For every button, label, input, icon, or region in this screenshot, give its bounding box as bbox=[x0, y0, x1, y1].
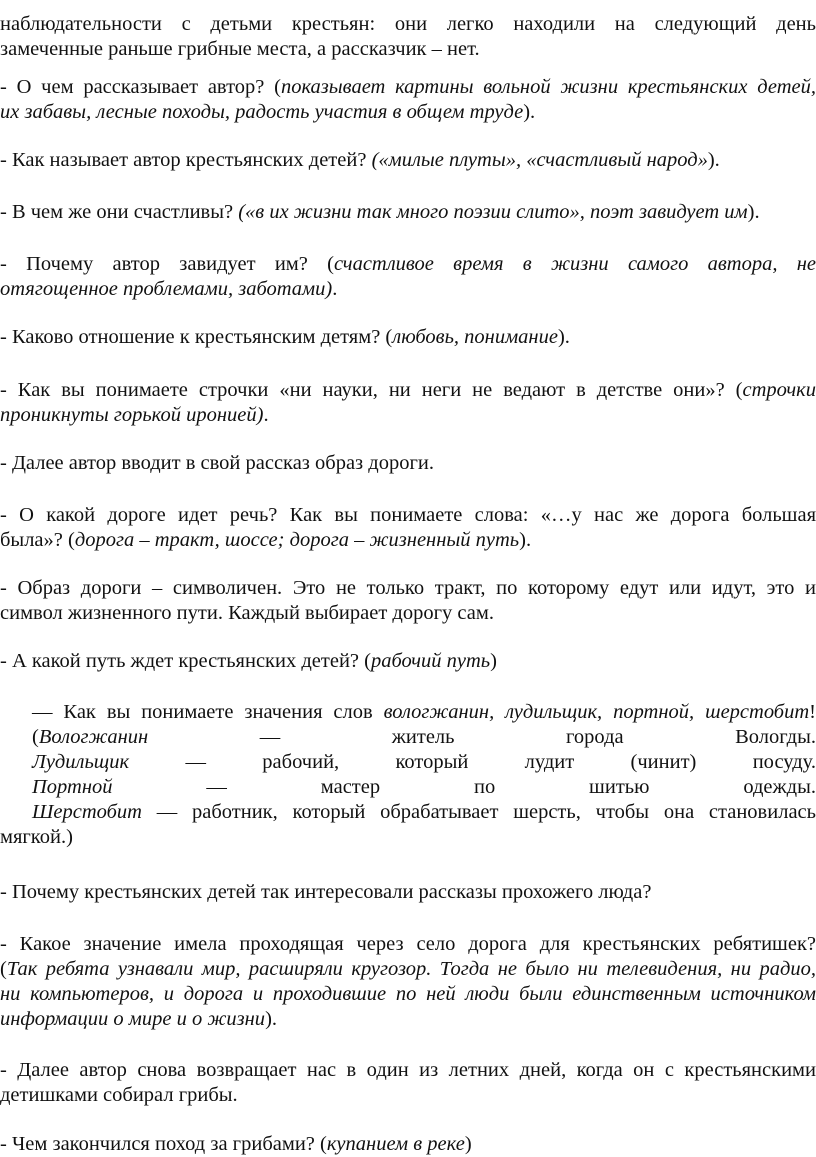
italic-text: («в их жизни так много поэзии слито», поэт завидует им bbox=[238, 201, 748, 223]
text-run: ). bbox=[747, 201, 760, 223]
text-line bbox=[0, 775, 816, 800]
text-line bbox=[0, 750, 816, 775]
text-run: — Как вы понимаете значения слов bbox=[32, 701, 384, 723]
italic-text: ни компьютеров, и дорога и проходившие по ней люди были единственным источником bbox=[0, 983, 816, 1005]
text-run: замеченные раньше грибные места, а рассказчик – нет. bbox=[0, 38, 480, 60]
italic-text: вологжанин, лудильщик, портной, шерстобит bbox=[383, 701, 810, 723]
text-line bbox=[0, 37, 816, 62]
text-run: - Как называет автор крестьянских детей? bbox=[0, 149, 372, 171]
text-run: - В чем же они счастливы? bbox=[0, 201, 239, 223]
text-run: ) bbox=[490, 650, 497, 672]
text-run: - Образ дороги – символичен. Это не только тракт, по которому едут или идут, это и bbox=[0, 577, 816, 599]
italic-text: («милые плуты», «счастливый народ» bbox=[371, 149, 708, 171]
text-line bbox=[0, 725, 816, 750]
text-run: ). bbox=[265, 1008, 278, 1030]
italic-text: показывает картины вольной жизни крестьянских детей, bbox=[280, 76, 816, 98]
italic-text: Вологжанин bbox=[38, 726, 149, 748]
text-line bbox=[0, 1083, 816, 1108]
paragraph bbox=[0, 252, 816, 302]
text-run: - Далее автор вводит в свой рассказ образ дороги. bbox=[0, 452, 434, 474]
text-run: - А какой путь ждет крестьянских детей? ( bbox=[0, 650, 371, 672]
text-line bbox=[0, 800, 816, 825]
text-line bbox=[0, 528, 816, 553]
paragraph bbox=[0, 148, 816, 173]
italic-text: рабочий путь bbox=[370, 650, 491, 672]
text-run: — житель города Вологды. bbox=[148, 726, 816, 748]
paragraph bbox=[0, 932, 816, 1032]
italic-text: Портной bbox=[32, 776, 113, 798]
text-run: - Почему крестьянских детей так интересовали рассказы прохожего люда? bbox=[0, 881, 652, 903]
text-line bbox=[0, 503, 816, 528]
text-line bbox=[0, 325, 816, 350]
paragraph bbox=[0, 325, 816, 350]
paragraph bbox=[0, 503, 816, 553]
text-line bbox=[0, 200, 816, 225]
text-run: - Каково отношение к крестьянским детям? ( bbox=[0, 326, 393, 348]
text-run: — рабочий, который лудит (чинит) посуду. bbox=[129, 751, 816, 773]
italic-text: купанием в реке bbox=[326, 1133, 465, 1155]
text-run: ). bbox=[557, 326, 570, 348]
text-line bbox=[0, 378, 816, 403]
text-line bbox=[0, 403, 816, 428]
text-line bbox=[0, 1058, 816, 1083]
text-run: мягкой.) bbox=[0, 826, 73, 848]
text-line bbox=[0, 100, 816, 125]
italic-text: счастливое время в жизни самого автора, не bbox=[333, 253, 816, 275]
text-run: - Как вы понимаете строчки «ни науки, ни неги не ведают в детстве они»? ( bbox=[0, 379, 743, 401]
text-line bbox=[0, 825, 816, 850]
text-run: ( bbox=[0, 958, 7, 980]
text-run: ) bbox=[464, 1133, 472, 1155]
paragraph bbox=[0, 12, 816, 62]
paragraph bbox=[0, 75, 816, 125]
text-line bbox=[0, 148, 816, 173]
text-run: ). bbox=[707, 149, 720, 171]
text-run: ! bbox=[809, 701, 816, 723]
italic-text: Так ребята узнавали мир, расширяли кругозор. Тогда не было ни телевидения, ни радио, bbox=[6, 958, 816, 980]
text-run: - Далее автор снова возвращает нас в один из летних дней, когда он с крестьянскими bbox=[0, 1059, 816, 1081]
italic-text: Лудильщик bbox=[32, 751, 130, 773]
text-line bbox=[0, 451, 816, 476]
paragraph bbox=[0, 649, 816, 674]
text-run: — мастер по шитью одежды. bbox=[112, 776, 816, 798]
text-line bbox=[0, 1132, 816, 1157]
paragraph bbox=[0, 1058, 816, 1108]
text-line bbox=[0, 277, 816, 302]
italic-text: Шерстобит bbox=[32, 801, 142, 823]
text-run: символ жизненного пути. Каждый выбирает дорогу сам. bbox=[0, 602, 494, 624]
text-line bbox=[0, 957, 816, 982]
paragraph bbox=[0, 451, 816, 476]
text-run: . bbox=[263, 404, 269, 426]
italic-text: дорога – тракт, шоссе; дорога – жизненный путь bbox=[74, 529, 520, 551]
paragraph bbox=[0, 880, 816, 905]
text-line bbox=[0, 12, 816, 37]
paragraph bbox=[0, 576, 816, 626]
text-run: наблюдательности с детьми крестьян: они легко находили на следующий день bbox=[0, 13, 816, 35]
text-line bbox=[0, 576, 816, 601]
italic-text: любовь, понимание bbox=[392, 326, 558, 348]
text-run: - Чем закончился поход за грибами? ( bbox=[0, 1133, 327, 1155]
text-run: - Почему автор завидует им? ( bbox=[0, 253, 334, 275]
italic-text: строчки bbox=[742, 379, 816, 401]
italic-text: информации о мире и о жизни bbox=[0, 1008, 266, 1030]
paragraph bbox=[0, 378, 816, 428]
paragraph bbox=[0, 1132, 816, 1157]
text-run: ). bbox=[519, 529, 532, 551]
text-line bbox=[0, 252, 816, 277]
text-run: . bbox=[332, 278, 338, 300]
text-line bbox=[0, 649, 816, 674]
italic-text: отягощенное проблемами, заботами) bbox=[0, 278, 333, 300]
text-run: ). bbox=[523, 101, 536, 123]
text-run: - О чем рассказывает автор? ( bbox=[0, 76, 281, 98]
text-run: - О какой дороге идет речь? Как вы понимаете слова: «…у нас же дорога большая bbox=[0, 504, 816, 526]
italic-text: проникнуты горькой иронией) bbox=[0, 404, 264, 426]
text-run: — работник, который обрабатывает шерсть, чтобы она становилась bbox=[141, 801, 816, 823]
text-line bbox=[0, 1007, 816, 1032]
text-line bbox=[0, 700, 816, 725]
text-run: - Какое значение имела проходящая через село дорога для крестьянских ребятишек? bbox=[0, 933, 816, 955]
text-run: детишками собирал грибы. bbox=[0, 1084, 238, 1106]
text-line bbox=[0, 932, 816, 957]
text-line bbox=[0, 601, 816, 626]
text-run: ( bbox=[32, 726, 39, 748]
text-line bbox=[0, 75, 816, 100]
text-line bbox=[0, 880, 816, 905]
text-run: была»? ( bbox=[0, 529, 75, 551]
paragraph bbox=[0, 700, 816, 850]
text-line bbox=[0, 982, 816, 1007]
paragraph bbox=[0, 200, 816, 225]
italic-text: их забавы, лесные походы, радость участия в общем труде bbox=[0, 101, 524, 123]
